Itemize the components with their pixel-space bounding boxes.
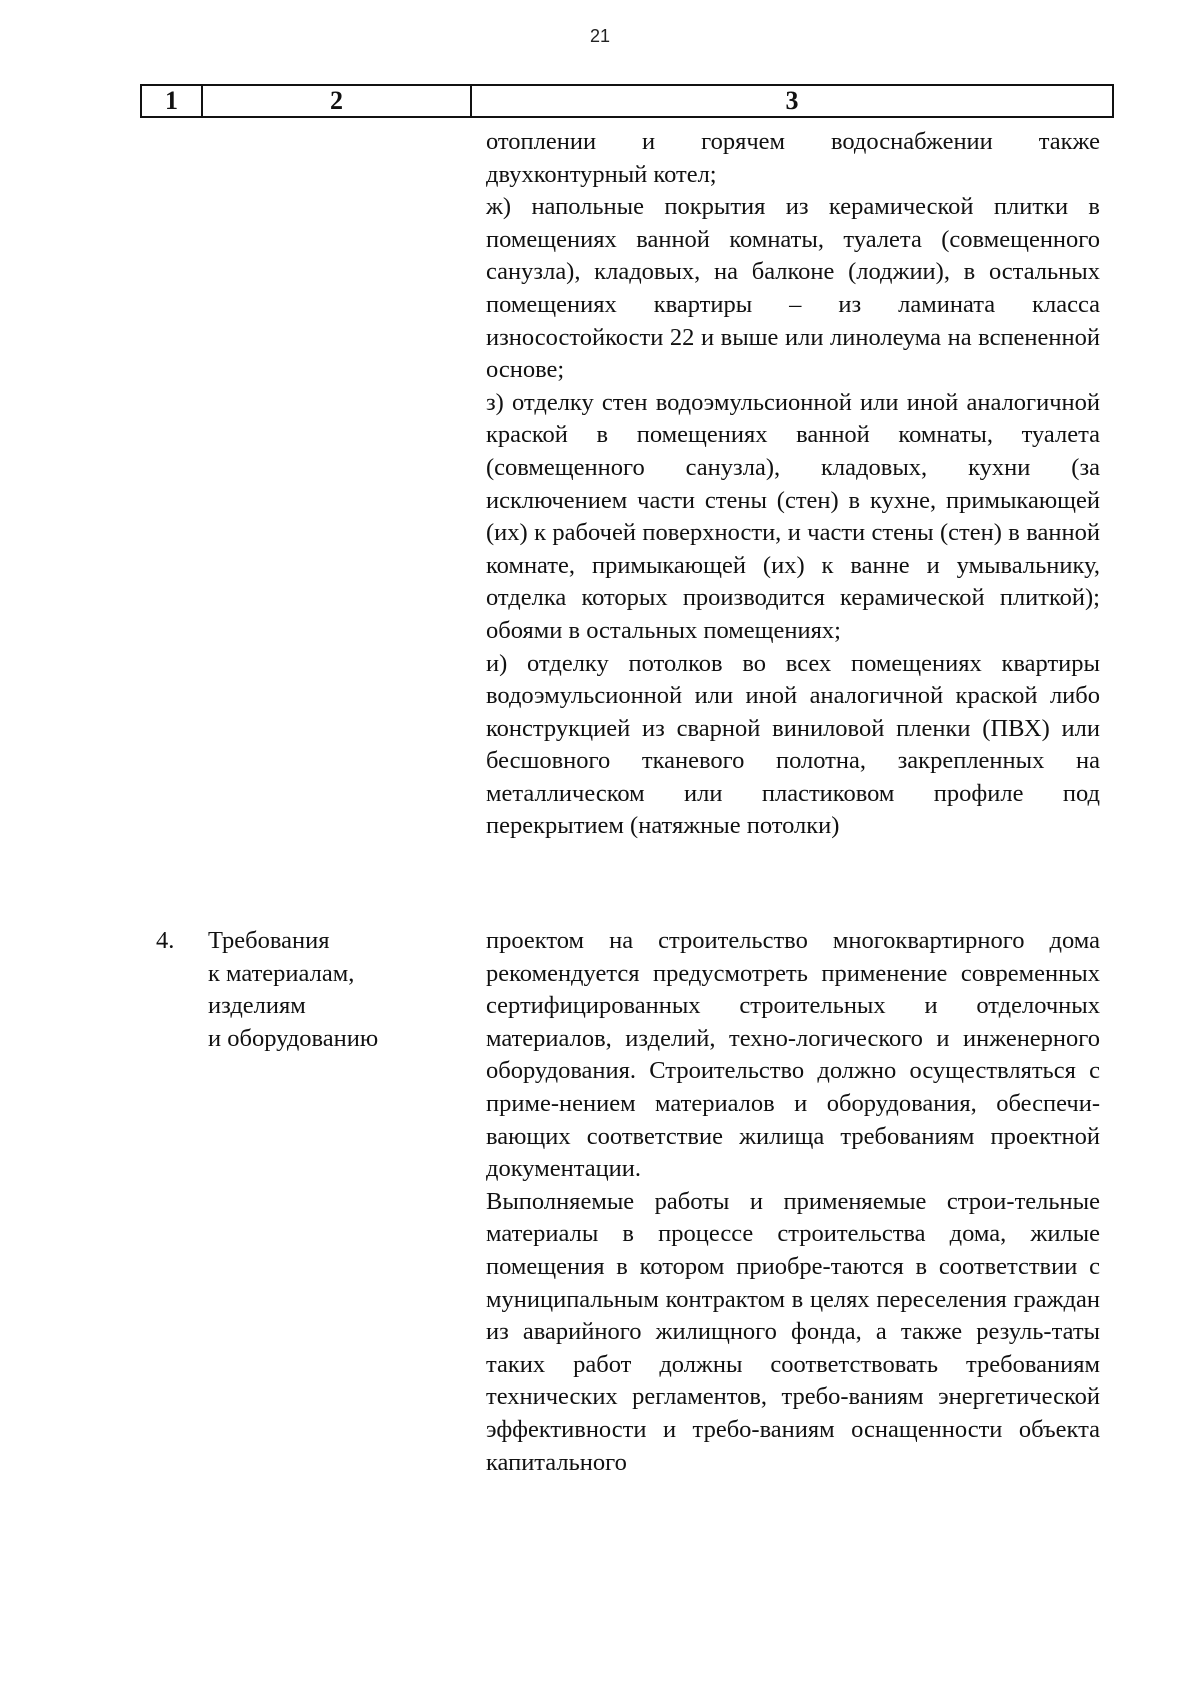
row-4-title-line: Требования — [208, 927, 330, 954]
row-4-title-line: к материалам, — [208, 959, 355, 987]
table-header-col-2: 2 — [203, 86, 472, 116]
paragraph-item-z-walls: з) отделку стен водоэмульсионной или иной аналогичной краской в помещениях ванной комнаты, туалета (совмещенного санузла), кладовых, кухни (за исключением части стены (стен) в кухне, примыкающей (их) к рабочей поверхности, и части стены (стен) в ванной комнате, примыкающей (их) к ванне и умывальнику, отделка которых производится керамической плиткой); обоями в остальных помещениях; — [486, 388, 1100, 644]
row-4-title-line: и оборудованию — [208, 1024, 379, 1052]
row-4-requirements-text — [486, 925, 1100, 1479]
paragraph-item-zh-floors: ж) напольные покрытия из керамической плитки в помещениях ванной комнаты, туалета (совмещенного санузла), кладовых, на балконе (лоджии), в остальных помещениях квартиры – из ламината класса износостойкости 22 и выше или линолеума на вспененной основе; — [486, 193, 1100, 384]
paragraph-item-i-ceilings: и) отделку потолков во всех помещениях квартиры водоэмульсионной или иной аналогичной краской либо конструкцией из сварной виниловой пленки (ПВХ) или бесшовного тканевого полотна, закрепленных на металлическом или пластиковом профиле под перекрытием (натяжные потолки) — [486, 649, 1100, 840]
paragraph-materials-project: проектом на строительство многоквартирного дома рекомендуется предусмотреть применение современных сертифицированных строительных и отделочных материалов, изделий, техно-логического и инженерного оборудования. Строительство должно осуществляться с приме-нением материалов и оборудования, обеспечи-вающих соответствие жилища требованиям проектной документации. — [486, 927, 1100, 1183]
row-4-title-line: изделиям — [208, 992, 306, 1020]
row-4-title — [208, 925, 468, 1055]
table-header-col-1: 1 — [142, 86, 203, 116]
continued-requirements-text — [486, 126, 1100, 843]
page-number: 21 — [589, 26, 611, 46]
table-header-col-3: 3 — [785, 86, 799, 115]
paragraph-works-compliance: Выполняемые работы и применяемые строи-тельные материалы в процессе строительства дома, жилые помещения в котором приобре-таются в соответствии с муниципальным контрактом в целях переселения граждан из аварийного жилищного фонда, а также резуль-таты таких работ должны соответствовать требованиям технических регламентов, требо-ваниям энергетической эффективности и требо-ваниям оснащенности объекта капитального — [486, 1187, 1100, 1476]
table-header-row — [140, 84, 1114, 118]
paragraph-heating: отоплении и горячем водоснабжении также двухконтурный котел; — [486, 128, 1100, 188]
row-4-number: 4. — [156, 927, 175, 954]
